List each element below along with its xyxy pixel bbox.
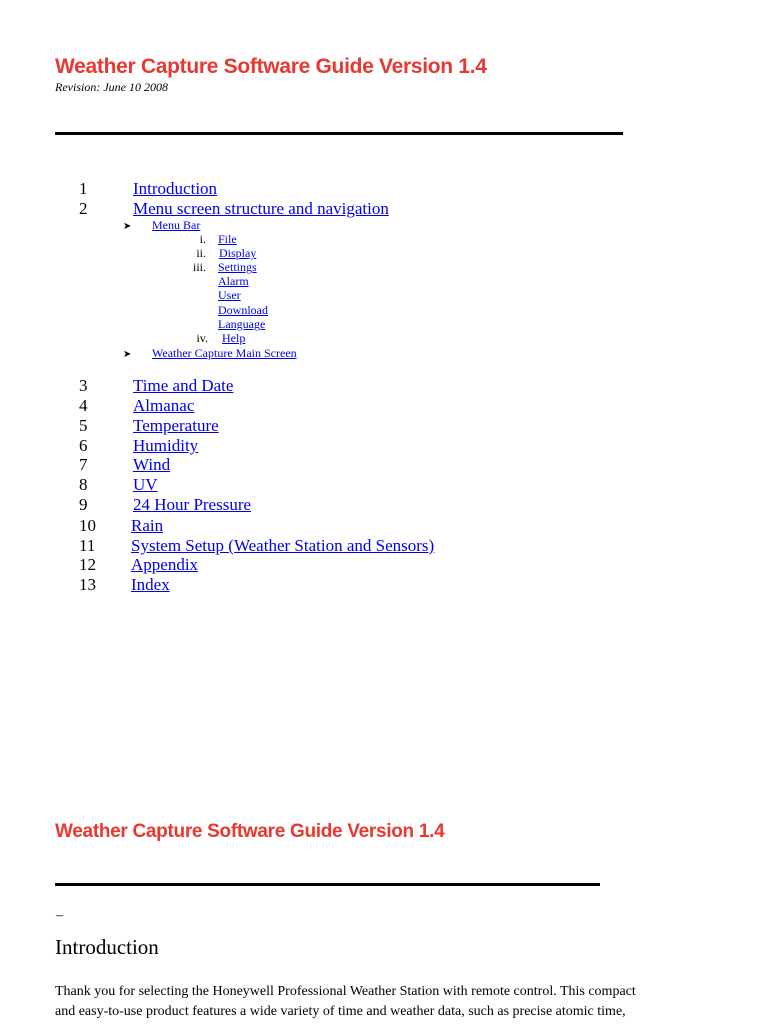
- toc-link-index[interactable]: Index: [131, 575, 170, 594]
- toc-number: 3: [79, 376, 88, 395]
- toc-link-24-hour-pressure[interactable]: 24 Hour Pressure: [133, 495, 252, 514]
- toc-number: 1: [79, 179, 88, 198]
- toc-link-appendix[interactable]: Appendix: [131, 555, 199, 574]
- toc-number: 2: [79, 199, 88, 218]
- toc-link-system-setup[interactable]: System Setup (Weather Station and Sensors): [131, 536, 435, 555]
- toc-link-language[interactable]: Language: [218, 317, 266, 331]
- toc-roman-number: iii.: [192, 260, 206, 274]
- toc-link-user[interactable]: User: [218, 288, 241, 302]
- toc-link-file[interactable]: File: [218, 232, 237, 246]
- toc-link-menu-screen[interactable]: Menu screen structure and navigation: [133, 199, 389, 218]
- toc-number: 7: [79, 455, 88, 474]
- paragraph-line: and easy-to-use product features a wide variety of time and weather data, such as precise atomic time,: [55, 1004, 626, 1019]
- toc-link-temperature[interactable]: Temperature: [133, 416, 219, 435]
- toc-number: 5: [79, 416, 88, 435]
- paragraph-line: Thank you for selecting the Honeywell Professional Weather Station with remote control. This compact: [55, 984, 636, 999]
- intro-paragraph: [55, 982, 755, 1022]
- toc-link-display[interactable]: Display: [219, 246, 257, 260]
- toc-number: 11: [79, 536, 96, 555]
- toc-number: 12: [79, 555, 96, 574]
- arrow-bullet-icon: ➤: [123, 349, 132, 360]
- section-header-rule: [55, 883, 600, 886]
- toc-number: 4: [79, 396, 88, 415]
- toc-roman-number: i.: [199, 232, 206, 246]
- toc-link-rain[interactable]: Rain: [131, 516, 164, 535]
- toc-roman-number: iv.: [196, 331, 208, 345]
- toc-link-humidity[interactable]: Humidity: [133, 436, 199, 455]
- toc-number: 9: [79, 495, 88, 514]
- revision-date: Revision: June 10 2008: [55, 80, 168, 94]
- toc-number: 10: [79, 516, 96, 535]
- toc-link-menu-bar[interactable]: Menu Bar: [152, 218, 201, 232]
- toc-link-introduction[interactable]: Introduction: [133, 179, 218, 198]
- toc-number: 13: [79, 575, 96, 594]
- toc-link-download[interactable]: Download: [218, 303, 268, 317]
- document-title: Weather Capture Software Guide Version 1.4: [55, 55, 487, 78]
- toc-link-time-date[interactable]: Time and Date: [133, 376, 234, 395]
- toc-link-almanac[interactable]: Almanac: [133, 396, 195, 415]
- section-header-title: Weather Capture Software Guide Version 1.4: [55, 821, 445, 842]
- toc-link-main-screen[interactable]: Weather Capture Main Screen: [152, 346, 297, 360]
- toc-link-wind[interactable]: Wind: [133, 455, 171, 474]
- toc-number: 8: [79, 475, 88, 494]
- arrow-bullet-icon: ➤: [123, 221, 132, 232]
- toc-link-help[interactable]: Help: [222, 331, 246, 345]
- toc-link-alarm[interactable]: Alarm: [218, 274, 249, 288]
- dash-mark: –: [56, 908, 63, 923]
- section-heading: Introduction: [55, 935, 159, 959]
- toc-link-uv[interactable]: UV: [133, 475, 158, 494]
- header-rule: [55, 132, 623, 135]
- toc-roman-number: ii.: [196, 246, 206, 260]
- toc-link-settings[interactable]: Settings: [218, 260, 257, 274]
- toc-number: 6: [79, 436, 88, 455]
